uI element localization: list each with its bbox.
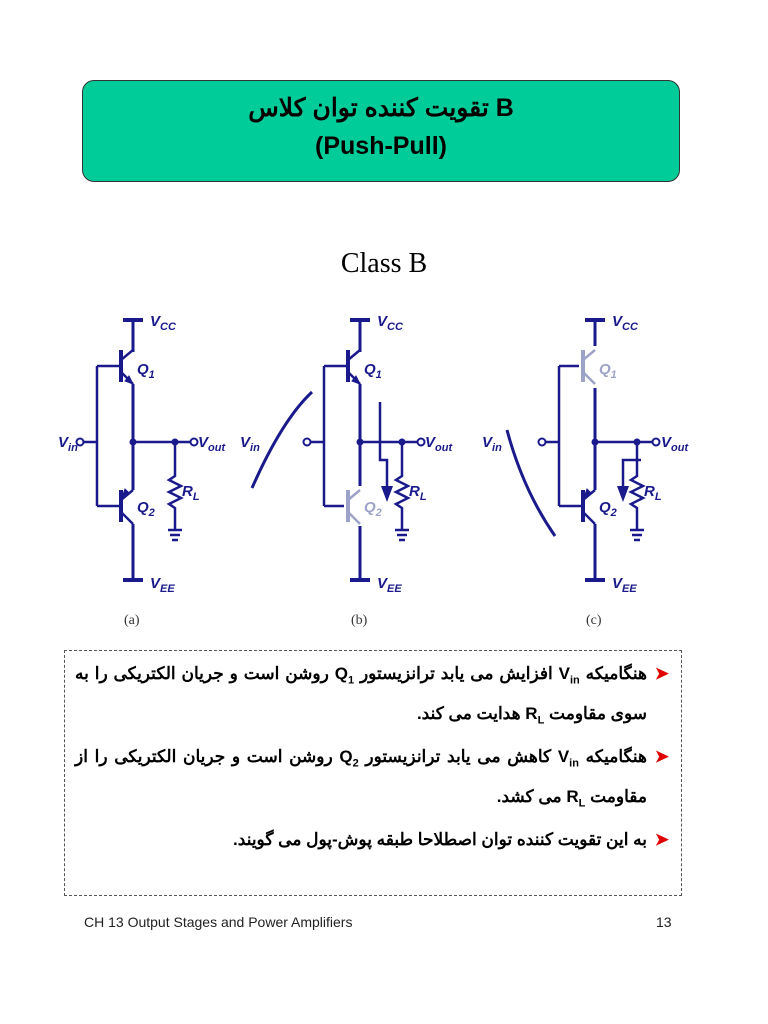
vee-label-c: $V_{EE}$ — [612, 575, 637, 595]
bullet-list — [64, 650, 682, 896]
vcc-label-c: $V_{CC}$ — [612, 313, 638, 333]
q2-label-c: $Q_2$ — [599, 499, 617, 519]
q2-label-a: $Q_2$ — [137, 499, 155, 519]
arrow-bullet-icon: ➤ — [654, 746, 669, 766]
rl-label-c: $R_L$ — [644, 483, 662, 503]
title-line2: (Push-Pull) — [315, 132, 447, 160]
vee-label-b: $V_{EE}$ — [377, 575, 402, 595]
vin-label-b: $V_{in}$ — [240, 434, 260, 454]
q1-label-b: $Q_1$ — [364, 361, 382, 381]
vcc-label-b: $V_{CC}$ — [377, 313, 403, 333]
class-b-label: Class B — [340, 248, 428, 279]
panel-a-label: (a) — [124, 613, 140, 628]
q2-label-b: $Q_2$ — [364, 499, 382, 519]
bullet-item: ➤ هنگامیکه $V_{in}$ کاهش می یابد ترانزیستور $Q_2$ روشن است و جریان الکتریکی را از مقاومت $R_L$ می کشد. — [75, 740, 669, 821]
panel-c-label: (c) — [586, 613, 602, 628]
push-pull-circuits — [0, 290, 768, 640]
panel-b-label: (b) — [351, 613, 368, 628]
vin-label-a: $V_{in}$ — [58, 434, 78, 454]
q1-label-c: $Q_1$ — [599, 361, 617, 381]
title-line1: تقویت کننده توان کلاس B — [248, 94, 514, 122]
arrow-bullet-icon: ➤ — [654, 829, 669, 849]
vout-label-a: $V_{out}$ — [198, 434, 226, 454]
vcc-label-a: $V_{CC}$ — [150, 313, 176, 333]
vout-label-b: $V_{out}$ — [425, 434, 453, 454]
circuit-a — [77, 320, 198, 580]
bullet-item: ➤ به این تقویت کننده توان اصطلاحا طبقه پوش-پول می گویند. — [75, 823, 669, 857]
circuit-b — [252, 320, 425, 580]
circuit-c — [507, 320, 660, 580]
rl-label-a: $R_L$ — [182, 483, 200, 503]
arrow-bullet-icon: ➤ — [654, 664, 669, 683]
vin-label-c: $V_{in}$ — [482, 434, 502, 454]
footer-page-number: 13 — [656, 914, 672, 930]
title-box — [82, 80, 680, 182]
vout-label-c: $V_{out}$ — [661, 434, 689, 454]
footer-chapter: CH 13 Output Stages and Power Amplifiers — [84, 914, 353, 930]
q1-label-a: $Q_1$ — [137, 361, 155, 381]
rl-label-b: $R_L$ — [409, 483, 427, 503]
bullet-item: ➤ هنگامیکه $V_{in}$ افزایش می یابد ترانزیستور $Q_1$ روشن است و جریان الکتریکی را به سوی مقاومت $R_L$ هدایت می کند. — [75, 657, 669, 738]
vee-label-a: $V_{EE}$ — [150, 575, 175, 595]
